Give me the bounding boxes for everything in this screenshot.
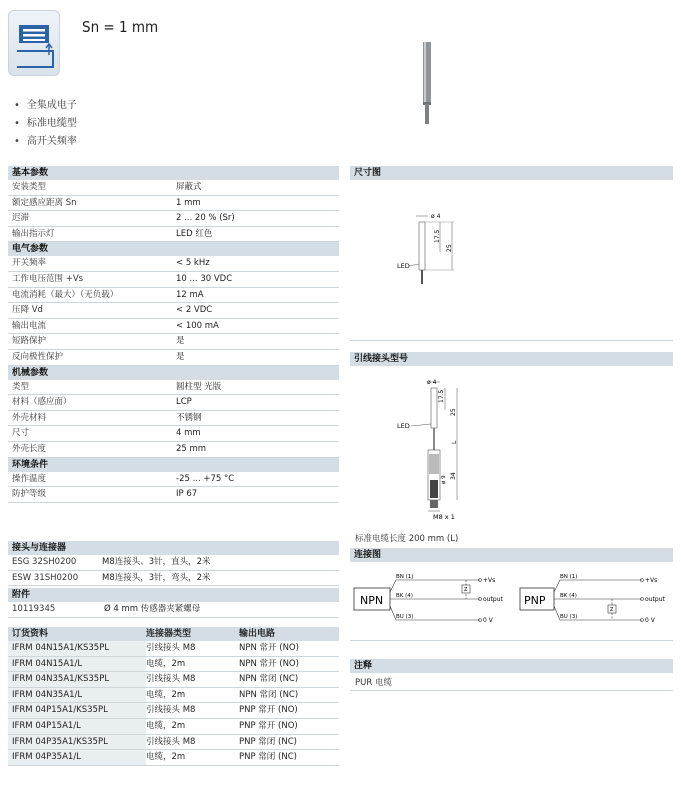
table-row: 压降 Vd < 2 VDC — [8, 303, 339, 319]
svg-text:34: 34 — [450, 472, 457, 480]
section-dimensions: 尺寸图 — [350, 166, 673, 180]
svg-text:17.5: 17.5 — [434, 229, 441, 243]
svg-text:PNP: PNP — [524, 594, 546, 607]
svg-text:Z: Z — [464, 587, 468, 593]
table-row: 短路保护 是 — [8, 334, 339, 350]
divider — [350, 640, 673, 641]
table-row: 防护等级 IP 67 — [8, 487, 339, 503]
table-row: IFRM 04P15A1/L 电缆，2m PNP 常开 (NO) — [8, 719, 339, 735]
svg-text:M8 x 1: M8 x 1 — [433, 513, 455, 521]
cable-material-note: PUR 电缆 — [355, 678, 392, 688]
lead-connector-drawing — [395, 376, 485, 526]
table-row: IFRM 04P35A1/L 电缆，2m PNP 常闭 (NC) — [8, 750, 339, 766]
divider — [350, 340, 673, 341]
svg-text:Z: Z — [610, 607, 614, 613]
section-basic: 基本参数 — [8, 166, 339, 180]
svg-text:17.5: 17.5 — [438, 389, 445, 403]
table-row: 电流消耗（最大）（无负载） 12 mA — [8, 288, 339, 304]
section-electrical: 电气参数 — [8, 242, 339, 256]
svg-text:LED: LED — [397, 422, 410, 430]
svg-text:ø 4: ø 4 — [431, 213, 441, 220]
svg-text:BN (1): BN (1) — [560, 574, 578, 580]
section-environment: 环境条件 — [8, 458, 339, 472]
feature-list — [14, 97, 77, 151]
pnp-wiring-diagram — [518, 568, 678, 630]
table-row: 操作温度 -25 ... +75 °C — [8, 472, 339, 488]
sensing-distance-title: Sn = 1 mm — [82, 18, 159, 36]
table-row: 迟滞 2 ... 20 % (Sr) — [8, 211, 339, 227]
table-row: ESG 32SH0200 M8连接头、3针，直头，2米 — [8, 555, 339, 571]
table-row: 工作电压范围 +Vs 10 ... 30 VDC — [8, 272, 339, 288]
npn-wiring-diagram — [352, 568, 512, 630]
order-table — [8, 627, 339, 766]
table-row: IFRM 04N35A1/L 电缆，2m NPN 常闭 (NC) — [8, 688, 339, 704]
table-row: IFRM 04P35A1/KS35PL 引线接头 M8 PNP 常闭 (NC) — [8, 735, 339, 751]
table-row: IFRM 04N35A1/KS35PL 引线接头 M8 NPN 常闭 (NC) — [8, 672, 339, 688]
dimension-drawing — [395, 208, 475, 288]
table-row: 安装类型 屏蔽式 — [8, 180, 339, 196]
sensor-type-icon — [8, 10, 60, 76]
section-wiring: 连接图 — [350, 548, 673, 562]
feature-item: • 全集成电子 — [14, 97, 77, 115]
svg-text:BU (3): BU (3) — [560, 614, 578, 620]
table-row: 材料（感应面） LCP — [8, 395, 339, 411]
table-row: IFRM 04N15A1/L 电缆，2m NPN 常开 (NO) — [8, 657, 339, 673]
table-row: 额定感应距离 Sn 1 mm — [8, 196, 339, 212]
svg-text:ø 9: ø 9 — [441, 475, 447, 484]
svg-text:BK (4): BK (4) — [396, 593, 413, 599]
table-row: 开关频率 < 5 kHz — [8, 256, 339, 272]
svg-text:output: output — [483, 596, 503, 603]
svg-text:NPN: NPN — [360, 594, 384, 607]
table-row: 反向极性保护 是 — [8, 350, 339, 366]
section-accessories: 附件 — [8, 588, 339, 602]
section-lead-connector: 引线接头型号 — [350, 352, 673, 366]
spec-table — [8, 166, 339, 503]
table-row: 类型 圆柱型 光版 — [8, 380, 339, 396]
accessory-table — [8, 588, 339, 618]
table-row: IFRM 04N15A1/KS35PL 引线接头 M8 NPN 常开 (NO) — [8, 641, 339, 657]
table-row: 外壳材料 不锈钢 — [8, 411, 339, 427]
table-row: 外壳长度 25 mm — [8, 442, 339, 458]
section-notes: 注释 — [350, 659, 673, 673]
table-row: 输出电流 < 100 mA — [8, 319, 339, 335]
section-connectors: 接头与连接器 — [8, 541, 339, 555]
svg-text:output: output — [645, 596, 665, 603]
svg-text:+Vs: +Vs — [483, 577, 496, 584]
svg-text:L: L — [451, 440, 458, 444]
svg-text:0 V: 0 V — [483, 617, 493, 624]
table-row: 10119345 Ø 4 mm 传感器夹紧螺母 — [8, 602, 339, 618]
table-row: ESW 31SH0200 M8连接头，3针，弯头，2米 — [8, 571, 339, 587]
divider — [350, 690, 673, 691]
svg-text:0 V: 0 V — [645, 617, 655, 624]
section-mechanical: 机械参数 — [8, 366, 339, 380]
svg-text:BN (1): BN (1) — [396, 574, 414, 580]
sensor-photo — [420, 42, 434, 124]
connector-table — [8, 541, 339, 586]
svg-text:BU (3): BU (3) — [396, 614, 414, 620]
order-header: 订货资料 连接器类型 输出电路 — [8, 627, 339, 641]
cable-length-note: 标准电缆长度 200 mm (L) — [355, 534, 459, 544]
svg-text:25: 25 — [450, 408, 457, 416]
svg-text:25: 25 — [446, 244, 453, 252]
feature-item: • 标准电缆型 — [14, 115, 77, 133]
svg-text:LED: LED — [397, 262, 410, 270]
table-row: IFRM 04P15A1/KS35PL 引线接头 M8 PNP 常开 (NO) — [8, 703, 339, 719]
svg-text:+Vs: +Vs — [645, 577, 658, 584]
table-row: 输出指示灯 LED 红色 — [8, 227, 339, 243]
svg-text:BK (4): BK (4) — [560, 593, 577, 599]
table-row: 尺寸 4 mm — [8, 426, 339, 442]
feature-item: • 高开关频率 — [14, 133, 77, 151]
svg-text:ø 4: ø 4 — [427, 379, 437, 386]
